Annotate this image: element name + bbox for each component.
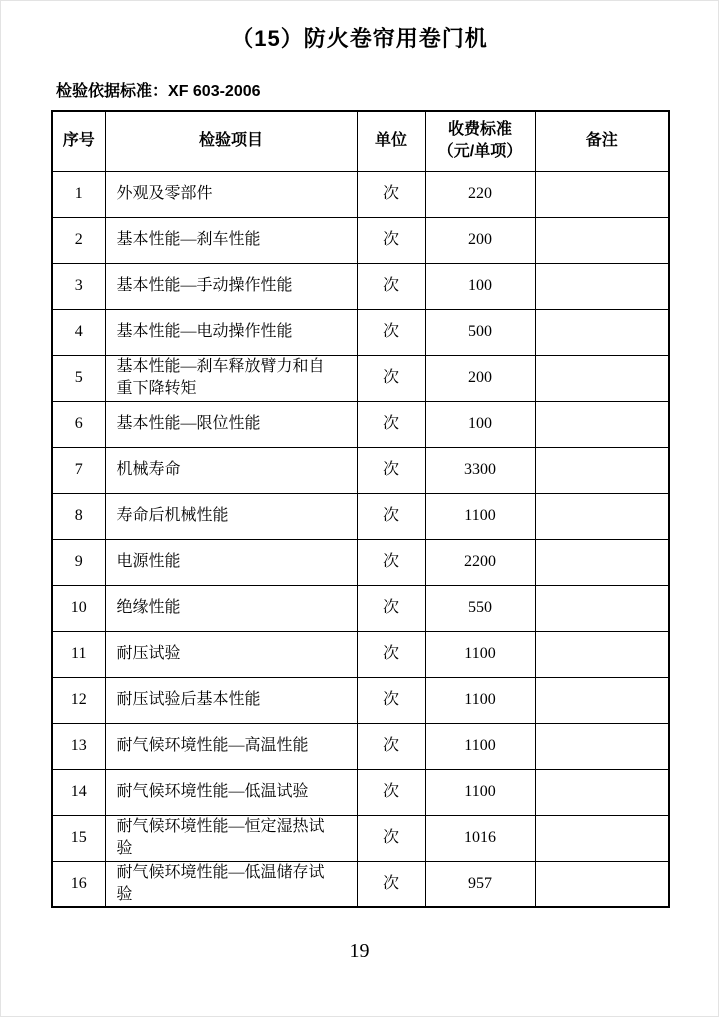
cell-item: 基本性能—手动操作性能 [105,263,357,309]
cell-unit: 次 [357,631,425,677]
table-row [52,631,669,677]
header-remark: 备注 [535,111,669,171]
page-title: （15）防火卷帘用卷门机 [231,26,488,51]
cell-fee: 1100 [425,677,535,723]
table-row [52,263,669,309]
cell-index: 7 [52,447,105,493]
cell-unit: 次 [357,309,425,355]
table-row [52,723,669,769]
cell-remark [535,769,669,815]
table-row [52,677,669,723]
cell-index: 10 [52,585,105,631]
cell-index: 8 [52,493,105,539]
cell-remark [535,401,669,447]
cell-index: 9 [52,539,105,585]
table-row [52,401,669,447]
cell-index: 15 [52,815,105,861]
cell-fee: 1100 [425,631,535,677]
cell-index: 6 [52,401,105,447]
header-fee-line2: （元/单项） [437,143,523,161]
cell-remark [535,815,669,861]
cell-item: 电源性能 [105,539,357,585]
cell-item: 基本性能—电动操作性能 [105,309,357,355]
cell-remark [535,861,669,907]
cell-fee: 1100 [425,769,535,815]
cell-unit: 次 [357,493,425,539]
cell-remark [535,723,669,769]
cell-item: 绝缘性能 [105,585,357,631]
cell-unit: 次 [357,769,425,815]
standard-line [56,83,718,101]
header-index: 序号 [52,111,105,171]
cell-item: 耐气候环境性能—低温试验 [105,769,357,815]
cell-remark [535,677,669,723]
cell-unit: 次 [357,263,425,309]
table-header-row [52,111,669,171]
table-row [52,815,669,861]
cell-item: 寿命后机械性能 [105,493,357,539]
cell-index: 11 [52,631,105,677]
cell-fee: 957 [425,861,535,907]
cell-index: 16 [52,861,105,907]
cell-index: 5 [52,355,105,401]
cell-remark [535,447,669,493]
cell-unit: 次 [357,815,425,861]
table-row [52,585,669,631]
cell-fee: 100 [425,263,535,309]
cell-fee: 2200 [425,539,535,585]
table-body [52,171,669,907]
cell-fee: 220 [425,171,535,217]
cell-item: 基本性能—限位性能 [105,401,357,447]
cell-unit: 次 [357,585,425,631]
header-item: 检验项目 [105,111,357,171]
cell-index: 14 [52,769,105,815]
cell-unit: 次 [357,171,425,217]
cell-fee: 1100 [425,723,535,769]
page-number: 19 [349,940,370,963]
cell-fee: 1016 [425,815,535,861]
cell-item: 基本性能—刹车性能 [105,217,357,263]
cell-unit: 次 [357,401,425,447]
cell-unit: 次 [357,861,425,907]
cell-remark [535,263,669,309]
fee-table [51,110,670,908]
cell-item: 基本性能—刹车释放臂力和自重下降转矩 [105,355,357,401]
cell-unit: 次 [357,677,425,723]
cell-fee: 500 [425,309,535,355]
table-row [52,309,669,355]
cell-remark [535,309,669,355]
cell-unit: 次 [357,539,425,585]
cell-index: 12 [52,677,105,723]
header-fee [425,111,535,171]
cell-unit: 次 [357,447,425,493]
cell-index: 1 [52,171,105,217]
cell-fee: 3300 [425,447,535,493]
cell-remark [535,585,669,631]
standard-label: 检验依据标准： [56,83,169,100]
cell-unit: 次 [357,723,425,769]
table-row [52,539,669,585]
header-unit: 单位 [357,111,425,171]
cell-fee: 1100 [425,493,535,539]
cell-item: 耐气候环境性能—高温性能 [105,723,357,769]
cell-fee: 550 [425,585,535,631]
header-fee-line1: 收费标准 [447,120,512,138]
cell-fee: 200 [425,217,535,263]
cell-remark [535,631,669,677]
table-row [52,217,669,263]
cell-remark [535,493,669,539]
cell-index: 2 [52,217,105,263]
standard-value: XF 603-2006 [168,83,261,100]
table-row [52,861,669,907]
cell-remark [535,171,669,217]
table-row [52,171,669,217]
cell-item: 机械寿命 [105,447,357,493]
cell-remark [535,539,669,585]
table-row [52,493,669,539]
cell-item: 耐压试验后基本性能 [105,677,357,723]
cell-index: 4 [52,309,105,355]
cell-unit: 次 [357,217,425,263]
table-row [52,447,669,493]
table-row [52,355,669,401]
cell-item: 耐气候环境性能—低温储存试验 [105,861,357,907]
cell-index: 3 [52,263,105,309]
cell-fee: 200 [425,355,535,401]
cell-index: 13 [52,723,105,769]
cell-item: 耐气候环境性能—恒定湿热试验 [105,815,357,861]
cell-remark [535,217,669,263]
cell-fee: 100 [425,401,535,447]
cell-remark [535,355,669,401]
cell-item: 耐压试验 [105,631,357,677]
table-row [52,769,669,815]
cell-item: 外观及零部件 [105,171,357,217]
cell-unit: 次 [357,355,425,401]
